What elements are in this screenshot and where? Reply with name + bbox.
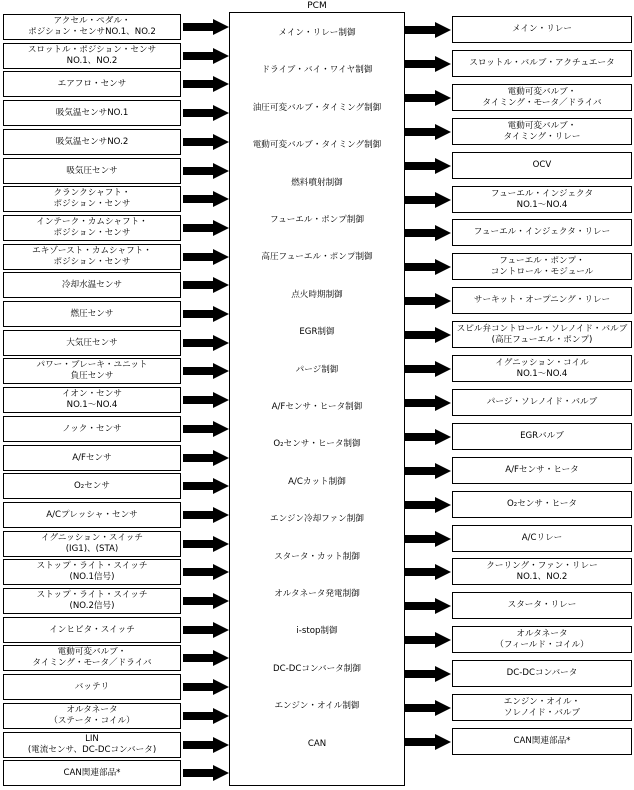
pcm-function: 電動可変バルブ・タイミング制御 xyxy=(252,140,382,150)
pcm-function: メイン・リレー制御 xyxy=(278,28,356,38)
output-arrow xyxy=(405,429,451,445)
output-box: クーリング・ファン・リレー NO.1、NO.2 xyxy=(452,558,632,585)
output-arrow xyxy=(405,192,451,208)
output-arrow xyxy=(405,259,451,275)
output-box: A/Cリレー xyxy=(452,525,632,552)
input-arrow xyxy=(183,249,229,265)
output-arrow xyxy=(405,90,451,106)
input-arrow xyxy=(183,363,229,379)
output-arrow xyxy=(405,666,451,682)
input-arrow xyxy=(183,421,229,437)
input-arrow xyxy=(183,679,229,695)
input-box: CAN関連部品* xyxy=(3,760,181,786)
input-arrow xyxy=(183,277,229,293)
input-arrow xyxy=(183,737,229,753)
input-arrow xyxy=(183,708,229,724)
input-box: A/Fセンサ xyxy=(3,445,181,471)
pcm-function: 油圧可変バルブ・タイミング制御 xyxy=(252,103,382,113)
output-arrow xyxy=(405,22,451,38)
input-arrow xyxy=(183,105,229,121)
pcm-title: PCM xyxy=(307,1,327,11)
output-arrow xyxy=(405,531,451,547)
input-arrow xyxy=(183,650,229,666)
input-arrow xyxy=(183,622,229,638)
output-box: CAN関連部品* xyxy=(452,728,632,755)
output-box: 電動可変バルブ・ タイミング・モータ／ドライバ xyxy=(452,84,632,111)
output-box: スピル弁コントロール・ソレノイド・バルブ (高圧フューエル・ポンプ) xyxy=(452,321,632,348)
pcm-function: ドライブ・バイ・ワイヤ制御 xyxy=(261,65,373,75)
input-arrow xyxy=(183,450,229,466)
output-arrow xyxy=(405,700,451,716)
pcm-function: DC-DCコンバータ制御 xyxy=(273,664,361,674)
pcm-function: エンジン・オイル制御 xyxy=(274,701,360,711)
pcm-function: A/Fセンサ・ヒータ制御 xyxy=(271,402,363,412)
pcm-function: O₂センサ・ヒータ制御 xyxy=(273,439,361,449)
input-arrow xyxy=(183,19,229,35)
output-box: O₂センサ・ヒータ xyxy=(452,491,632,518)
input-arrow xyxy=(183,134,229,150)
output-arrow xyxy=(405,361,451,377)
output-box: サーキット・オープニング・リレー xyxy=(452,287,632,314)
input-arrow xyxy=(183,335,229,351)
output-box: フューエル・インジェクタ NO.1〜NO.4 xyxy=(452,186,632,213)
input-box: オルタネータ （ステータ・コイル） xyxy=(3,703,181,729)
output-box: A/Fセンサ・ヒータ xyxy=(452,457,632,484)
output-arrow xyxy=(405,327,451,343)
input-box: ノック・センサ xyxy=(3,416,181,442)
input-box: 吸気温センサNO.1 xyxy=(3,100,181,126)
pcm-function: パージ制御 xyxy=(295,365,339,375)
input-arrow xyxy=(183,507,229,523)
output-arrow xyxy=(405,463,451,479)
pcm-function: スタータ・カット制御 xyxy=(274,552,360,562)
output-arrow xyxy=(405,632,451,648)
input-arrow xyxy=(183,564,229,580)
input-box: バッテリ xyxy=(3,674,181,700)
input-arrow xyxy=(183,306,229,322)
output-box: スロットル・バルブ・アクチュエータ xyxy=(452,50,632,77)
input-box: 燃圧センサ xyxy=(3,301,181,327)
output-arrow xyxy=(405,158,451,174)
input-box: エアフロ・センサ xyxy=(3,71,181,97)
pcm-function: 高圧フューエル・ポンプ制御 xyxy=(261,252,373,262)
input-box: アクセル・ペダル・ ポジション・センサNO.1、NO.2 xyxy=(3,14,181,40)
input-box: ストップ・ライト・スイッチ (NO.1信号) xyxy=(3,559,181,585)
output-arrow xyxy=(405,293,451,309)
input-arrow xyxy=(183,536,229,552)
output-arrow xyxy=(405,124,451,140)
output-arrow xyxy=(405,564,451,580)
output-box: オルタネータ （フィールド・コイル） xyxy=(452,626,632,653)
input-box: 大気圧センサ xyxy=(3,330,181,356)
input-box: イグニッション・スイッチ (IG1)、(STA) xyxy=(3,531,181,557)
input-arrow xyxy=(183,392,229,408)
output-arrow xyxy=(405,395,451,411)
output-box: メイン・リレー xyxy=(452,16,632,43)
input-box: スロットル・ポジション・センサ NO.1、NO.2 xyxy=(3,43,181,69)
pcm-function: CAN xyxy=(307,739,327,749)
input-box: A/Cプレッシャ・センサ xyxy=(3,502,181,528)
pcm-function: i-stop制御 xyxy=(296,626,338,636)
input-box: 吸気温センサNO.2 xyxy=(3,129,181,155)
output-box: スタータ・リレー xyxy=(452,592,632,619)
input-arrow xyxy=(183,191,229,207)
input-arrow xyxy=(183,765,229,781)
input-box: ストップ・ライト・スイッチ (NO.2信号) xyxy=(3,588,181,614)
output-box: 電動可変バルブ・ タイミング・リレー xyxy=(452,118,632,145)
pcm-function: オルタネータ発電制御 xyxy=(274,589,360,599)
pcm-function: EGR制御 xyxy=(299,327,335,337)
input-box: クランクシャフト・ ポジション・センサ xyxy=(3,186,181,212)
pcm-function: A/Cカット制御 xyxy=(288,477,346,487)
input-box: 吸気圧センサ xyxy=(3,158,181,184)
input-box: 電動可変バルブ・ タイミング・モータ／ドライバ xyxy=(3,645,181,671)
output-box: フューエル・インジェクタ・リレー xyxy=(452,219,632,246)
input-box: イオン・センサ NO.1〜NO.4 xyxy=(3,387,181,413)
input-arrow xyxy=(183,48,229,64)
output-box: DC-DCコンバータ xyxy=(452,660,632,687)
output-arrow xyxy=(405,56,451,72)
output-box: フューエル・ポンプ・ コントロール・モジュール xyxy=(452,253,632,280)
input-box: インヒビタ・スイッチ xyxy=(3,617,181,643)
input-arrow xyxy=(183,478,229,494)
input-box: 冷却水温センサ xyxy=(3,272,181,298)
output-arrow xyxy=(405,598,451,614)
output-box: エンジン・オイル・ ソレノイド・バルブ xyxy=(452,694,632,721)
output-box: OCV xyxy=(452,152,632,179)
output-arrow xyxy=(405,225,451,241)
input-arrow xyxy=(183,163,229,179)
input-arrow xyxy=(183,220,229,236)
output-box: EGRバルブ xyxy=(452,423,632,450)
pcm-function: 燃料噴射制御 xyxy=(291,178,343,188)
output-box: イグニッション・コイル NO.1〜NO.4 xyxy=(452,355,632,382)
input-box: エキゾースト・カムシャフト・ ポジション・センサ xyxy=(3,244,181,270)
input-box: パワー・ブレーキ・ユニット 負圧センサ xyxy=(3,358,181,384)
output-arrow xyxy=(405,497,451,513)
input-box: インテーク・カムシャフト・ ポジション・センサ xyxy=(3,215,181,241)
pcm-function: フューエル・ポンプ制御 xyxy=(269,215,365,225)
pcm-function: エンジン冷却ファン制御 xyxy=(270,514,364,524)
input-box: O₂センサ xyxy=(3,473,181,499)
input-arrow xyxy=(183,593,229,609)
input-box: LIN (電流センサ、DC-DCコンバータ) xyxy=(3,732,181,758)
output-arrow xyxy=(405,734,451,750)
pcm-function: 点火時期制御 xyxy=(291,290,343,300)
output-box: パージ・ソレノイド・バルブ xyxy=(452,389,632,416)
input-arrow xyxy=(183,76,229,92)
